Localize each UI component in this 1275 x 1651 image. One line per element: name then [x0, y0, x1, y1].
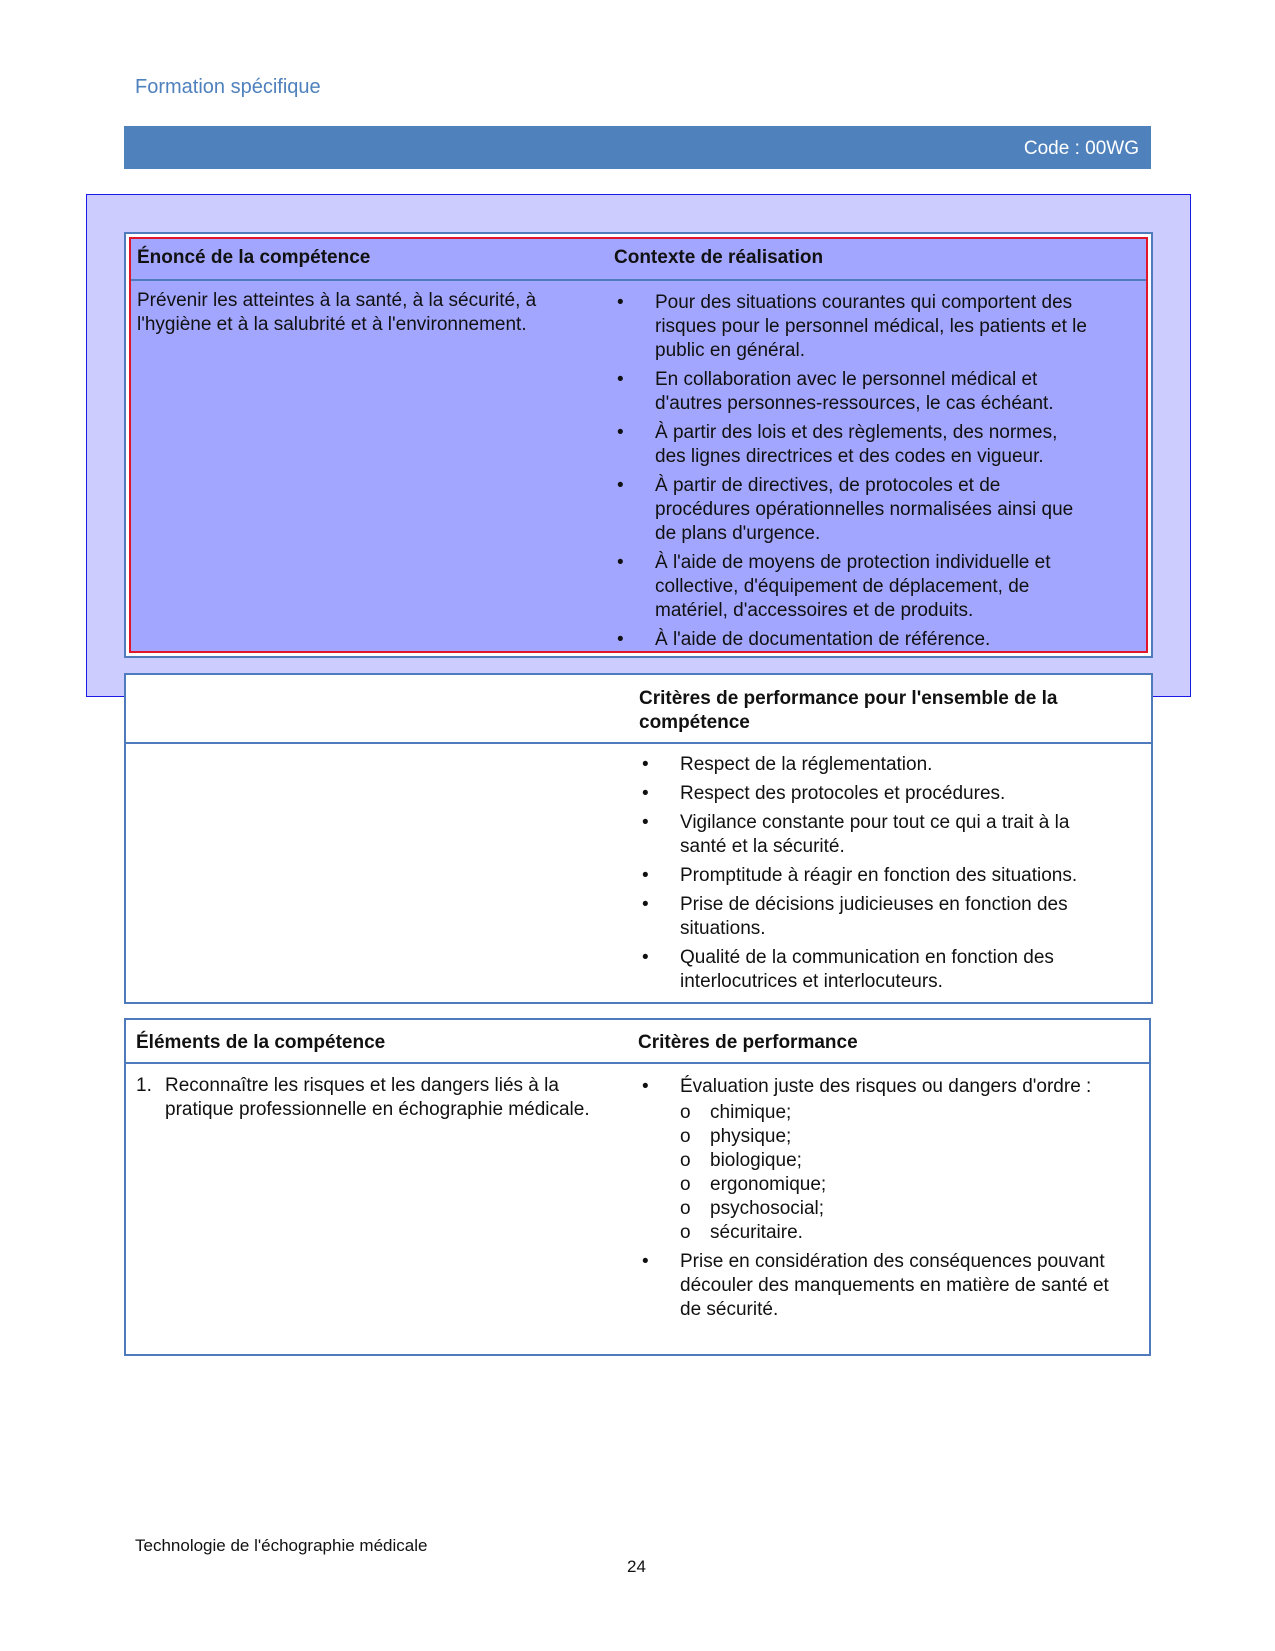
criterion-item [638, 1250, 1116, 1322]
criterion-item [638, 753, 1116, 777]
list-item-text: Vigilance constante pour tout ce qui a trait à la santé et la sécurité. [680, 812, 1070, 857]
bullet-icon: o [680, 1174, 691, 1195]
bullet-icon: • [617, 292, 624, 313]
bullet-icon: o [680, 1150, 691, 1171]
code-bar [124, 126, 1151, 169]
list-item-text: ergonomique; [710, 1174, 827, 1195]
overall-criteria-heading: Critères de performance pour l'ensemble de la compétence [639, 688, 1058, 733]
bullet-icon: • [617, 422, 624, 443]
criterion-item [638, 1075, 1116, 1245]
statement-heading: Énoncé de la compétence [137, 247, 371, 268]
competency-statement: Prévenir les atteintes à la santé, à la sécurité, à l'hygiène et à la salubrité et à l'environnement. [137, 290, 537, 335]
context-item [613, 474, 1091, 546]
bullet-icon: o [680, 1198, 691, 1219]
list-item-text: chimique; [710, 1102, 792, 1123]
list-item-text: Qualité de la communication en fonction des interlocutrices et interlocuteurs. [680, 947, 1054, 992]
bullet-icon: • [642, 1076, 649, 1097]
list-item-text: Pour des situations courantes qui comportent des risques pour le personnel médical, les patients et le public en général. [655, 292, 1087, 361]
bullet-icon: • [617, 629, 624, 650]
context-item [613, 551, 1091, 623]
criterion-item [638, 864, 1116, 888]
divider [126, 742, 1151, 744]
bullet-icon: • [642, 947, 649, 968]
sub-item [680, 1101, 1116, 1125]
list-item-text: À l'aide de documentation de référence. [655, 629, 991, 650]
criterion-item [638, 811, 1116, 859]
divider [126, 1062, 1149, 1064]
sub-item [680, 1173, 1116, 1197]
context-heading: Contexte de réalisation [614, 247, 824, 268]
list-item-text: psychosocial; [710, 1198, 825, 1219]
bullet-icon: • [617, 369, 624, 390]
page-header-title: Formation spécifique [135, 76, 321, 98]
elements-heading: Éléments de la compétence [136, 1032, 386, 1053]
list-item-text: Promptitude à réagir en fonction des situations. [680, 865, 1078, 886]
bullet-icon: • [642, 894, 649, 915]
sub-item [680, 1125, 1116, 1149]
sub-item [680, 1221, 1116, 1245]
bullet-icon: o [680, 1126, 691, 1147]
bullet-icon: • [642, 783, 649, 804]
list-item-text: Prise en considération des conséquences pouvant découler des manquements en matière de santé et de sécurité. [680, 1251, 1109, 1320]
sub-item [680, 1149, 1116, 1173]
sub-list [680, 1101, 1116, 1245]
list-item-text: sécuritaire. [710, 1222, 803, 1243]
element-number: 1. [136, 1075, 152, 1096]
list-item-text: Évaluation juste des risques ou dangers d'ordre : [680, 1076, 1092, 1097]
selected-region [129, 237, 1148, 653]
list-item-text: À l'aide de moyens de protection individuelle et collective, d'équipement de déplacement, de matériel, d'accessoires et de produits. [655, 552, 1051, 621]
bullet-icon: o [680, 1222, 691, 1243]
list-item-text: physique; [710, 1126, 792, 1147]
overall-criteria-block [124, 673, 1153, 1004]
list-item-text: Respect des protocoles et procédures. [680, 783, 1006, 804]
criteria-list [638, 1075, 1116, 1327]
criterion-item [638, 946, 1116, 994]
elements-block [124, 1018, 1151, 1356]
divider [131, 279, 1146, 281]
context-item [613, 628, 1091, 652]
overall-criteria-list [638, 753, 1116, 999]
list-item-text: À partir de directives, de protocoles et de procédures opérationnelles normalisées ainsi que de plans d'urgence. [655, 475, 1074, 544]
bullet-icon: • [642, 754, 649, 775]
criteria-heading: Critères de performance [638, 1032, 858, 1053]
list-item-text: Prise de décisions judicieuses en fonction des situations. [680, 894, 1068, 939]
competency-code: Code : 00WG [1023, 138, 1139, 159]
context-item [613, 368, 1091, 416]
list-item-text: À partir des lois et des règlements, des normes, des lignes directrices et des codes en vigueur. [655, 422, 1058, 467]
list-item-text: biologique; [710, 1150, 802, 1171]
page-number: 24 [627, 1557, 646, 1576]
bullet-icon: • [617, 475, 624, 496]
bullet-icon: • [642, 1251, 649, 1272]
element-text: Reconnaître les risques et les dangers liés à la pratique professionnelle en échographie médicale. [165, 1075, 590, 1120]
footer-program: Technologie de l'échographie médicale [135, 1536, 428, 1555]
sub-item [680, 1197, 1116, 1221]
list-item-text: Respect de la réglementation. [680, 754, 933, 775]
context-item [613, 421, 1091, 469]
context-list [613, 291, 1091, 657]
context-item [613, 291, 1091, 363]
bullet-icon: • [642, 865, 649, 886]
bullet-icon: • [642, 812, 649, 833]
criterion-item [638, 782, 1116, 806]
list-item-text: En collaboration avec le personnel médical et d'autres personnes-ressources, le cas échéant. [655, 369, 1054, 414]
bullet-icon: o [680, 1102, 691, 1123]
bullet-icon: • [617, 552, 624, 573]
competency-statement-block [124, 232, 1153, 658]
criterion-item [638, 893, 1116, 941]
